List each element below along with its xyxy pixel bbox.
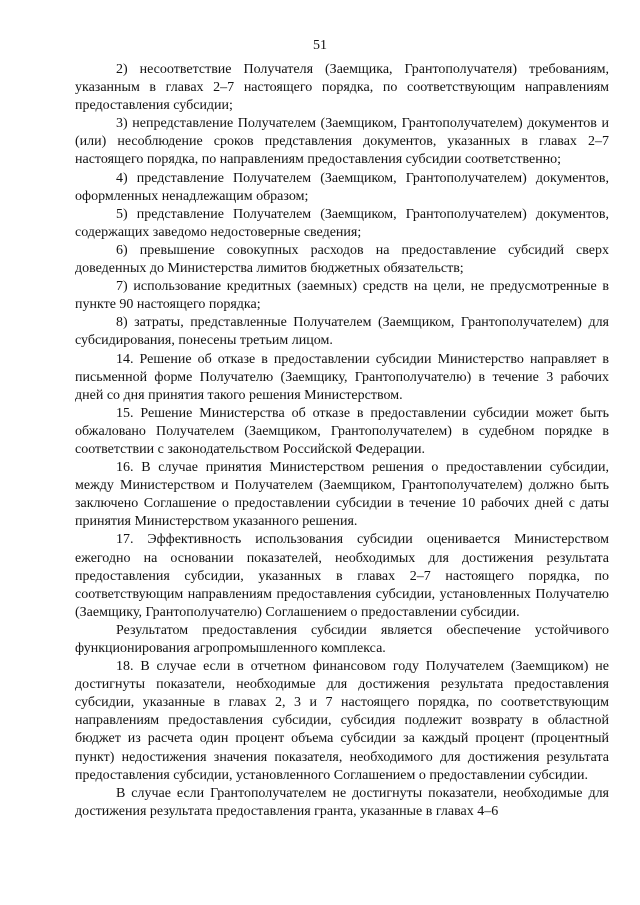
- paragraph-clause-15: 15. Решение Министерства об отказе в предоставлении субсидии может быть обжаловано Получателем (Заемщиком, Грантополучателем) в судебном порядке в соответствии с законодательством Российской Федерации.: [75, 405, 609, 457]
- paragraph-result: Результатом предоставления субсидии является обеспечение устойчивого функционирования агропромышленного комплекса.: [75, 622, 609, 656]
- page-number: 51: [313, 38, 327, 53]
- paragraph-item-3: 3) непредставление Получателем (Заемщиком, Грантополучателем) документов и (или) несоблюдение сроков представления документов, указанных в главах 2–7 настоящего порядка, по направлениям предоставления субсидии соответственно;: [75, 116, 609, 168]
- paragraph-clause-14: 14. Решение об отказе в предоставлении субсидии Министерство направляет в письменной форме Получателю (Заемщику, Грантополучателю) в течение 3 рабочих дней со дня принятия такого решения Министерством.: [75, 351, 609, 403]
- paragraph-item-8: 8) затраты, представленные Получателем (Заемщиком, Грантополучателем) для субсидирования, понесены третьим лицом.: [75, 315, 609, 349]
- paragraph-item-4: 4) представление Получателем (Заемщиком, Грантополучателем) документов, оформленных ненадлежащим образом;: [75, 170, 609, 204]
- paragraph-item-6: 6) превышение совокупных расходов на предоставление субсидий сверх доведенных до Министерства лимитов бюджетных обязательств;: [75, 242, 609, 277]
- paragraph-grant-recipient: В случае если Грантополучателем не достигнуты показатели, необходимые для достижения результата предоставления гранта, указанные в главах 4–6: [75, 785, 609, 819]
- document-body: [75, 61, 609, 821]
- paragraph-clause-17: 17. Эффективность использования субсидии оценивается Министерством ежегодно на основании показателей, необходимых для достижения результата предоставления субсидии, указанных в главах 2–7 настоящего порядка, по соответствующим направлениям предоставления субсидии, установленных Получателю (Заемщику, Грантополучателю) Соглашением о предоставлении субсидии.: [75, 532, 609, 620]
- paragraph-item-5: 5) представление Получателем (Заемщиком, Грантополучателем) документов, содержащих заведомо недостоверные сведения;: [75, 206, 609, 240]
- paragraph-item-7: 7) использование кредитных (заемных) средств на цели, не предусмотренные в пункте 90 настоящего порядка;: [75, 279, 609, 313]
- paragraph-clause-16: 16. В случае принятия Министерством решения о предоставлении субсидии, между Министерством и Получателем (Заемщиком, Грантополучателем) должно быть заключено Соглашение о предоставлении субсидии в течение 10 рабочих дней с даты принятия Министерством указанного решения.: [75, 460, 609, 530]
- paragraph-item-2: 2) несоответствие Получателя (Заемщика, Грантополучателя) требованиям, указанным в главах 2–7 настоящего порядка, по соответствующим направлениям предоставления субсидии;: [75, 62, 609, 114]
- paragraph-clause-18: 18. В случае если в отчетном финансовом году Получателем (Заемщиком) не достигнуты показатели, необходимые для достижения результата предоставления субсидии, указанные в главах 2, 3 и 7 настоящего порядка, по соответствующим направлениям предоставления субсидии, субсидия подлежит возврату в областной бюджет из расчета один процент объема субсидии за каждый процент (процентный пункт) недостижения значения показателя, необходимого для достижения результата предоставления субсидии, установленного Соглашением о предоставлении субсидии.: [75, 659, 609, 783]
